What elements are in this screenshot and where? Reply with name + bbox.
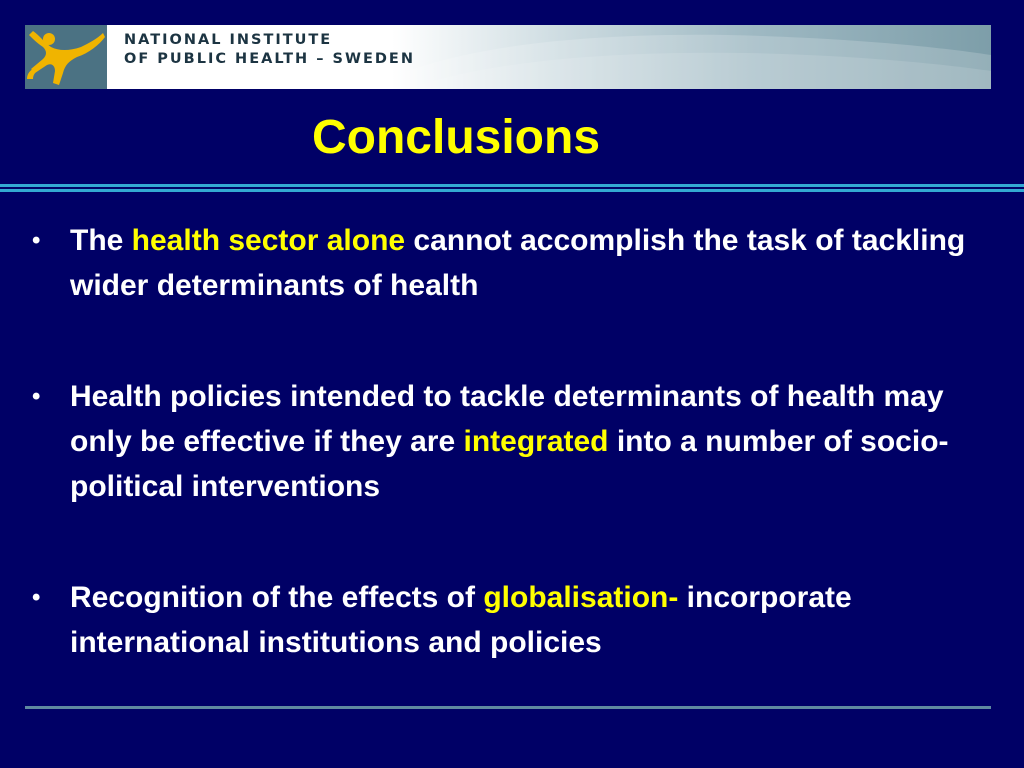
bullet-list [32, 218, 992, 731]
bullet-text: incorporate international institutions and policies [70, 581, 852, 659]
bullet-highlight: globalisation- [483, 581, 679, 614]
bullet-highlight: health sector alone [131, 224, 406, 257]
bullet-text: Health policies intended to tackle determinants of health may only be effective if they are [70, 380, 944, 458]
title-divider [0, 184, 1024, 194]
org-name-line1: NATIONAL INSTITUTE [124, 32, 333, 48]
bullet-text: into a number of socio-political interventions [70, 425, 949, 503]
logo-box [25, 25, 107, 89]
bullet-dot: • [32, 227, 41, 254]
bullet-item [32, 374, 992, 509]
slide-title: Conclusions [311, 111, 601, 164]
bullet-dot: • [32, 383, 41, 410]
bullet-text: cannot accomplish the task of tackling wider determinants of health [70, 224, 966, 302]
bullet-dot: • [32, 584, 41, 611]
org-name [124, 31, 415, 69]
bullet-item [32, 575, 992, 665]
bullet-text: The [70, 224, 132, 257]
bullet-highlight: integrated [463, 425, 609, 458]
bullet-text: Recognition of the effects of [70, 581, 484, 614]
footer-divider [25, 706, 991, 709]
bullet-item [32, 218, 992, 308]
leaping-figure-icon [25, 25, 107, 89]
org-name-line2: OF PUBLIC HEALTH – SWEDEN [124, 51, 415, 67]
header-banner [25, 25, 991, 89]
